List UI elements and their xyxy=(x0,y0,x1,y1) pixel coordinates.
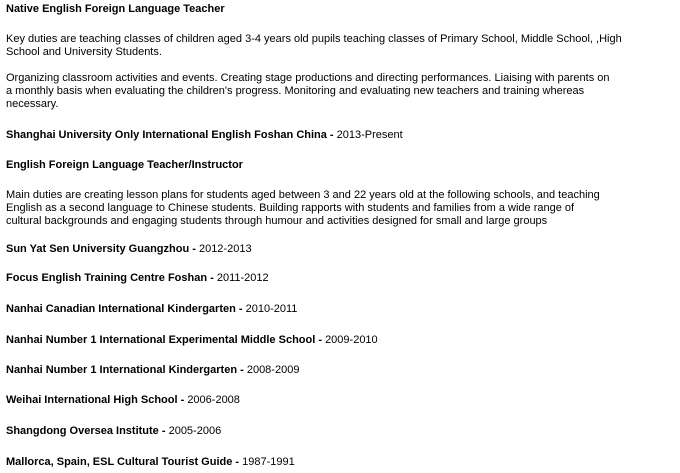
text-line: English as a second language to Chinese students. Building rapports with students and families from a wide range of xyxy=(6,202,575,214)
school-entry xyxy=(6,243,252,256)
school-name: Mallorca, Spain, ESL Cultural Tourist Guide - xyxy=(6,456,243,468)
school-entry xyxy=(6,272,269,285)
text-line: necessary. xyxy=(6,98,59,110)
school-dates: 2012-2013 xyxy=(198,243,252,255)
school-name: Shangdong Oversea Institute - xyxy=(6,425,169,437)
school-name: Nanhai Number 1 International Kindergarten - xyxy=(6,364,247,376)
school-dates: 2009-2010 xyxy=(325,334,378,346)
school-name: Sun Yat Sen University Guangzhou - xyxy=(6,243,199,255)
school-dates: 2008-2009 xyxy=(246,364,300,376)
school-entry xyxy=(6,364,299,377)
school-dates: 2005-2006 xyxy=(168,425,222,437)
employment-dates: 2013-Present xyxy=(336,129,403,141)
text-line: Main duties are creating lesson plans for students aged between 3 and 22 years old at the following schools, and teaching xyxy=(6,189,600,201)
school-name: Nanhai Canadian International Kindergarten - xyxy=(6,303,246,315)
school-entry xyxy=(6,334,378,347)
job1-duties-paragraph xyxy=(6,33,678,59)
school-dates: 2006-2008 xyxy=(187,394,240,406)
job2-duties-paragraph xyxy=(6,189,678,228)
school-dates: 1987-1991 xyxy=(242,456,295,468)
school-entry xyxy=(6,303,297,316)
text-line: Organizing classroom activities and events. Creating stage productions and directing performances. Liaising with parents on xyxy=(6,72,610,84)
text-line: a monthly basis when evaluating the children's progress. Monitoring and evaluating new teachers and training whereas xyxy=(6,85,585,97)
school-name: Weihai International High School - xyxy=(6,394,188,406)
job-title-native-teacher: Native English Foreign Language Teacher xyxy=(6,3,225,15)
school-dates: 2011-2012 xyxy=(216,272,269,284)
text-line: Key duties are teaching classes of children aged 3-4 years old pupils teaching classes of Primary School, Middle School, ,High xyxy=(6,33,622,45)
school-name: Focus English Training Centre Foshan - xyxy=(6,272,217,284)
text-line: School and University Students. xyxy=(6,46,162,58)
text-line: cultural backgrounds and engaging students through humour and activities designed for small and large groups xyxy=(6,215,548,227)
job1-activities-paragraph xyxy=(6,72,678,111)
employer-name: Shanghai University Only International English Foshan China - xyxy=(6,129,337,141)
school-name: Nanhai Number 1 International Experimental Middle School - xyxy=(6,334,326,346)
job1-employer-line xyxy=(6,129,403,142)
school-entry xyxy=(6,456,295,469)
school-entry xyxy=(6,425,221,438)
school-dates: 2010-2011 xyxy=(245,303,298,315)
school-entry xyxy=(6,394,240,407)
job-title-efl-instructor: English Foreign Language Teacher/Instructor xyxy=(6,159,243,171)
